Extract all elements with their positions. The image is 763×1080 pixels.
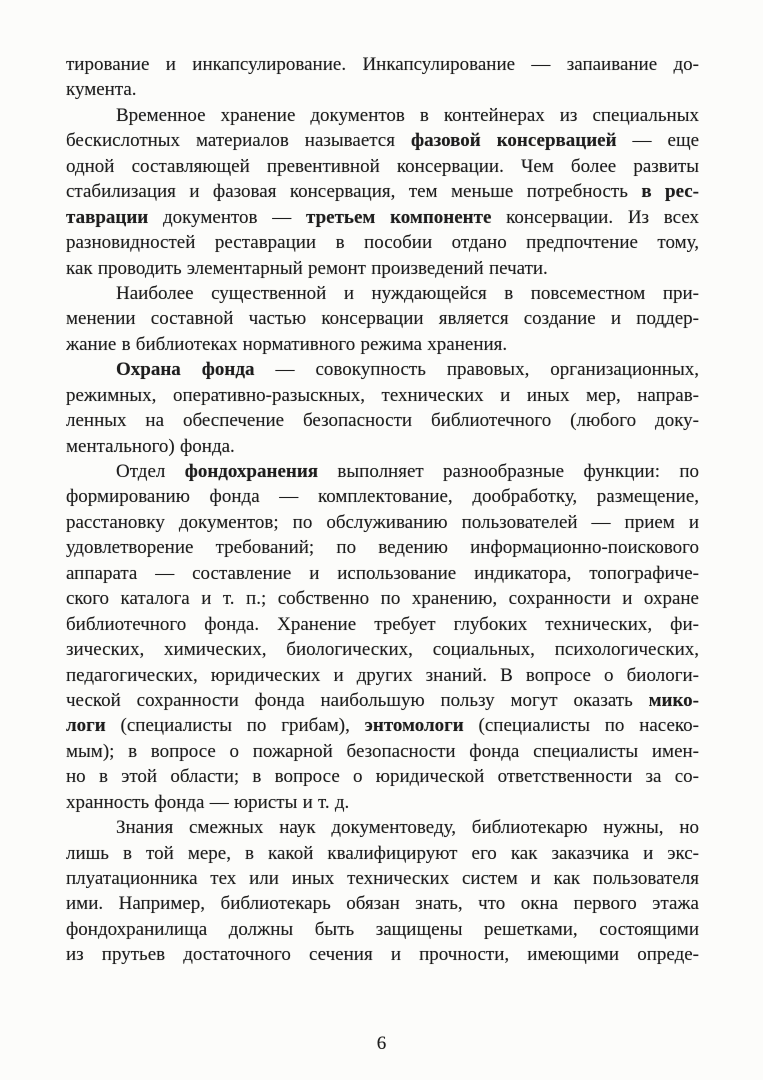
text-segment: педагогических, юридических и других знаний. В вопросе о биологи- [66, 664, 699, 686]
text-line [66, 179, 699, 204]
text-segment: из прутьев достаточного сечения и прочности, имеющими опреде- [66, 944, 699, 966]
text-line [66, 612, 699, 637]
page-text [66, 52, 699, 968]
text-segment: (специалисты по насеко- [463, 715, 699, 737]
text-line [66, 52, 699, 77]
text-line [66, 815, 699, 840]
text-line [66, 128, 699, 153]
text-segment: менении составной частью консервации является создание и поддер- [66, 308, 699, 330]
text-segment: бескислотных материалов называется [66, 130, 411, 152]
text-segment: ими. Например, библиотекарь обязан знать, что окна первого этажа [66, 893, 699, 915]
text-segment: тирование и инкапсулирование. Инкапсулирование — запаивание до- [66, 54, 699, 75]
text-line [66, 891, 699, 916]
text-segment: консервации. Из всех [491, 206, 699, 228]
text-line [66, 713, 699, 738]
text-line [66, 764, 699, 789]
text-line [66, 256, 699, 281]
text-line [66, 357, 699, 382]
text-line [66, 205, 699, 230]
text-segment: разновидностей реставрации в пособии отдано предпочтение тому, [66, 232, 699, 254]
text-segment: аппарата — составление и использование индикатора, топографиче- [66, 562, 699, 584]
bold-text-segment: энтомологи [364, 715, 464, 737]
page-number: 6 [376, 1033, 387, 1054]
text-line [66, 866, 699, 891]
text-line [66, 408, 699, 433]
text-line [66, 688, 699, 713]
text-segment: библиотечного фонда. Хранение требует глубоких технических, фи- [66, 613, 699, 635]
text-line [66, 790, 699, 815]
text-segment: ленных на обеспечение безопасности библиотечного (любого доку- [66, 410, 699, 432]
bold-text-segment: третьем компоненте [306, 206, 492, 228]
text-segment: Отдел [116, 461, 185, 482]
bold-text-segment: мико- [648, 689, 699, 711]
text-line [66, 510, 699, 535]
bold-text-segment: в рес- [641, 181, 699, 203]
text-segment: Знания смежных наук документоведу, библиотекарю нужны, но [116, 817, 699, 839]
text-segment: Наиболее существенной и нуждающейся в повсеместном при- [116, 282, 699, 304]
text-segment: зических, химических, биологических, социальных, психологических, [66, 639, 699, 661]
text-line [66, 306, 699, 331]
bold-text-segment: логи [66, 715, 106, 737]
text-segment: мым); в вопросе о пожарной безопасности фонда специалисты имен- [66, 740, 699, 762]
bold-text-segment: фондохранения [184, 461, 319, 482]
bold-text-segment: таврации [66, 206, 149, 228]
text-line [66, 739, 699, 764]
text-segment: фондохранилища должны быть защищены решетками, состоящими [66, 918, 699, 940]
text-line [66, 383, 699, 408]
text-segment: кумента. [66, 79, 137, 101]
text-segment: — совокупность правовых, организационных, [254, 359, 699, 381]
bold-text-segment: фазовой консервацией [410, 130, 617, 152]
bold-text-segment: Охрана фонда [116, 359, 255, 381]
text-segment: жание в библиотеках нормативного режима хранения. [66, 333, 508, 355]
text-line [66, 332, 699, 357]
text-line [66, 103, 699, 128]
text-segment: расстановку документов; по обслуживанию пользователей — прием и [66, 511, 699, 533]
text-segment: удовлетворение требований; по ведению информационно-поискового [66, 537, 699, 559]
text-segment: одной составляющей превентивной консервации. Чем более развиты [66, 155, 699, 177]
text-line [66, 535, 699, 560]
text-segment: — еще [616, 130, 699, 152]
text-line [66, 561, 699, 586]
text-line [66, 154, 699, 179]
text-segment: плуатационника тех или иных технических систем и как пользователя [66, 868, 699, 889]
text-segment: (специалисты по грибам), [105, 715, 365, 737]
text-line [66, 637, 699, 662]
text-segment: документов — [148, 206, 306, 228]
text-segment: как проводить элементарный ремонт произведений печати. [66, 257, 548, 279]
text-segment: стабилизация и фазовая консервация, тем меньше потребность [66, 181, 642, 203]
text-segment: ского каталога и т. п.; собственно по хранению, сохранности и охране [66, 588, 699, 610]
text-segment: хранность фонда — юристы и т. д. [66, 791, 350, 813]
text-line [66, 841, 699, 866]
text-segment: ментального) фонда. [66, 435, 235, 457]
text-line [66, 459, 699, 484]
text-line [66, 917, 699, 942]
text-segment: ческой сохранности фонда наибольшую пользу могут оказать [66, 689, 649, 711]
text-segment: режимных, оперативно-разыскных, технических и иных мер, направ- [66, 384, 699, 406]
text-line [66, 230, 699, 255]
text-segment: лишь в той мере, в какой квалифицируют его как заказчика и экс- [66, 842, 699, 864]
text-line [66, 942, 699, 967]
text-line [66, 586, 699, 611]
text-segment: но в этой области; в вопросе о юридической ответственности за со- [66, 766, 699, 788]
text-segment: выполняет разнообразные функции: по [318, 461, 699, 482]
text-line [66, 484, 699, 509]
text-line [66, 663, 699, 688]
text-segment: формированию фонда — комплектование, дообработку, размещение, [66, 486, 699, 508]
text-line [66, 281, 699, 306]
text-line [66, 77, 699, 102]
text-line [66, 434, 699, 459]
text-segment: Временное хранение документов в контейнерах из специальных [116, 104, 699, 126]
